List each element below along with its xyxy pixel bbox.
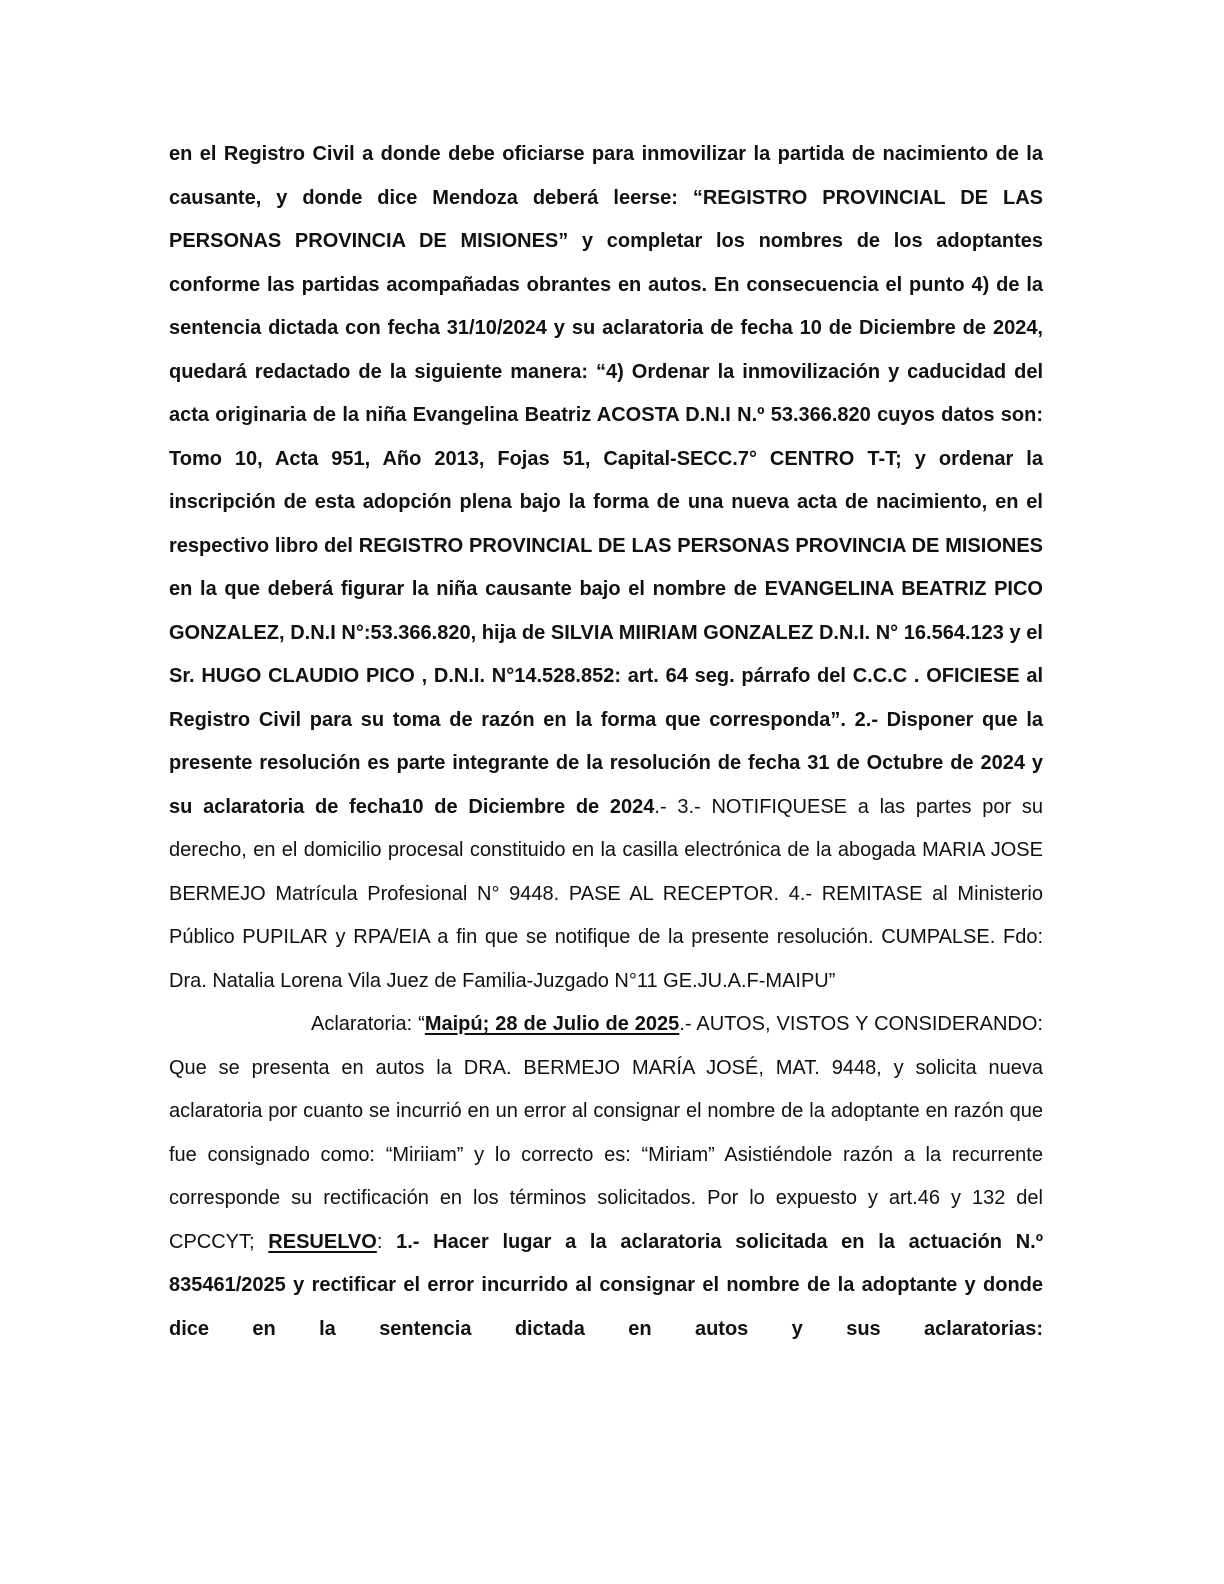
considerando-text: .- AUTOS, VISTOS Y CONSIDERANDO: Que se presenta en autos la DRA. BERMEJO MARÍA JOSÉ, MAT. 9448, y solicita nueva aclaratoria por cuanto se incurrió en un error al consignar el nombre de la adoptante en razón que fue consignado como: “Miriiam” y lo correcto es: “Miriam” Asistiéndole razón a la recurrente corresponde su rectificación en los términos solicitados. Por lo expuesto y art.46 y 132 del CPCCYT; (169, 1013, 1043, 1253)
resuelvo-heading: RESUELVO (268, 1230, 377, 1253)
bold-resolution-text: en el Registro Civil a donde debe oficiarse para inmovilizar la partida de nacimiento de la causante, y donde dice Mendoza deberá leerse: “REGISTRO PROVINCIAL DE LAS PERSONAS PROVINCIA DE MISIONES” y completar los nombres de los adoptantes conforme las partidas acompañadas obrantes en autos. En consecuencia el punto 4) de la sentencia dictada con fecha 31/10/2024 y su aclaratoria de fecha 10 de Diciembre de 2024, quedará redactado de la siguiente manera: “4) Ordenar la inmovilización y caducidad del acta originaria de la niña Evangelina Beatriz ACOSTA D.N.I N.º 53.366.820 cuyos datos son: Tomo 10, Acta 951, Año 2013, Fojas 51, Capital-SECC.7° CENTRO T-T; y ordenar la inscripción de esta adopción plena bajo la forma de una nueva acta de nacimiento, en el respectivo libro del REGISTRO PROVINCIAL DE LAS PERSONAS PROVINCIA DE MISIONES en la que deberá figurar la niña causante bajo el nombre de EVANGELINA BEATRIZ PICO GONZALEZ, D.N.I N°:53.366.820, hija de SILVIA MIIRIAM GONZALEZ D.N.I. N° 16.564.123 y el Sr. HUGO CLAUDIO PICO , D.N.I. N°14.528.852: art. 64 seg. párrafo del C.C.C . OFICIESE al Registro Civil para su toma de razón en la forma que corresponda”. 2.- Disponer que la presente resolución es parte integrante de la resolución de fecha 31 de Octubre de 2024 y su aclaratoria de fecha10 de Diciembre de 2024 (169, 143, 1043, 818)
resuelvo-colon: : (376, 1230, 397, 1253)
resolution-item-1: 1.- Hacer lugar a la aclaratoria solicitada en la actuación N.º 835461/2025 y rectificar el error incurrido al consignar el nombre de la adoptante y donde dice en la sentencia dictada en autos y sus aclaratorias: (169, 1230, 1043, 1340)
notification-text: .- 3.- NOTIFIQUESE a las partes por su derecho, en el domicilio procesal constituido en la casilla electrónica de la abogada MARIA JOSE BERMEJO Matrícula Profesional N° 9448. PASE AL RECEPTOR. 4.- REMITASE al Ministerio Público PUPILAR y RPA/EIA a fin que se notifique de la presente resolución. CUMPALSE. Fdo: Dra. Natalia Lorena Vila Juez de Familia-Juzgado N°11 GE.JU.A.F-MAIPU” (169, 795, 1044, 992)
aclaratoria-date: Maipú; 28 de Julio de 2025 (424, 1013, 680, 1035)
paragraph-resolution-text (169, 133, 1043, 1003)
paragraph-aclaratoria (169, 1003, 1043, 1351)
aclaratoria-label: Aclaratoria: “ (311, 1013, 425, 1035)
document-page (169, 133, 1043, 1351)
